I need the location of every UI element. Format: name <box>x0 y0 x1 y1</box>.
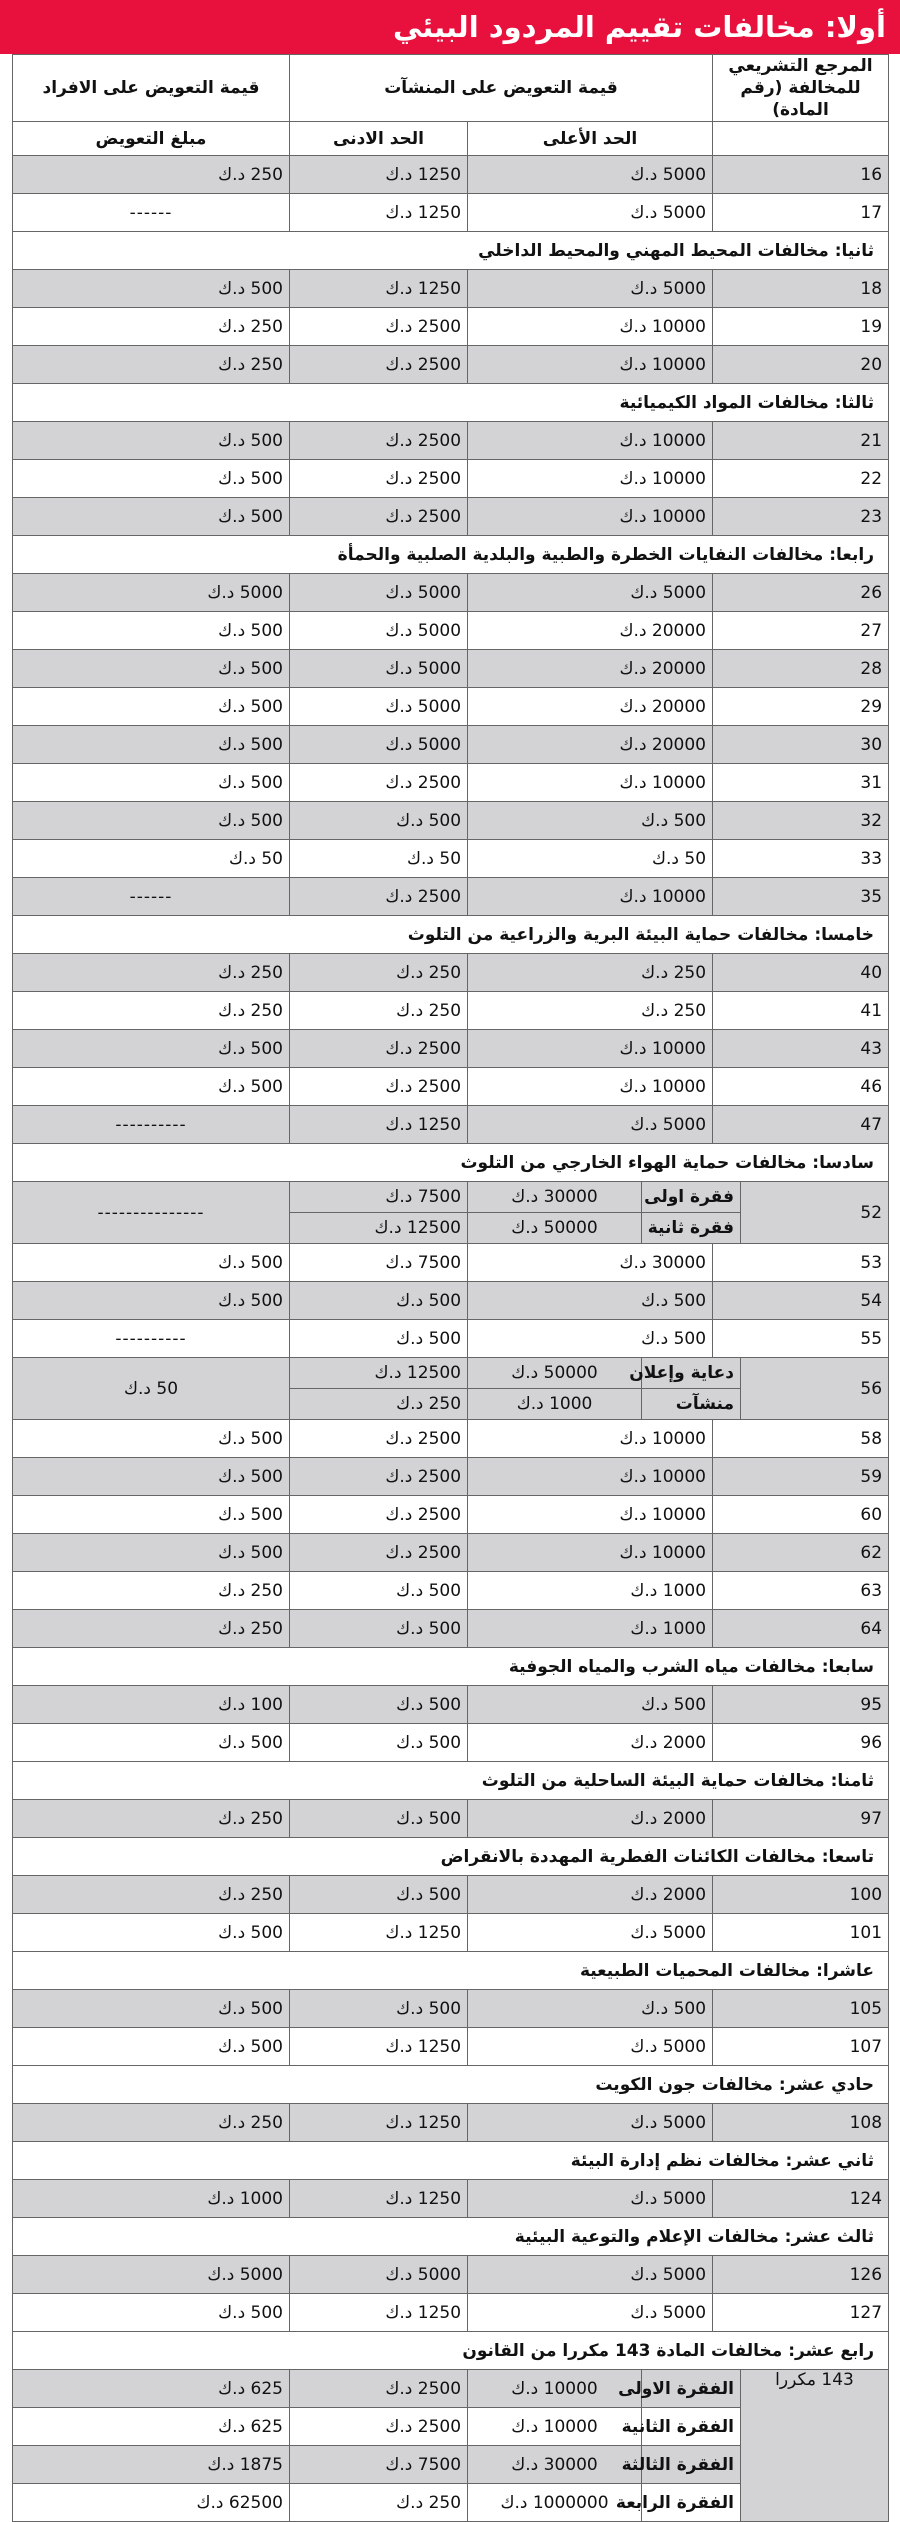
article-number: 26 <box>713 574 889 612</box>
article-number: 58 <box>713 1420 889 1458</box>
article-number: 56 <box>741 1358 889 1420</box>
min-value: 500 د.ك <box>290 1800 468 1838</box>
table-row <box>13 764 889 802</box>
section-heading-row <box>13 1838 889 1876</box>
individual-value: --------------- <box>13 1182 290 1244</box>
min-value: 5000 د.ك <box>290 612 468 650</box>
min-value: 250 د.ك <box>290 992 468 1030</box>
article-number: 105 <box>713 1990 889 2028</box>
individual-value: 500 د.ك <box>13 1724 290 1762</box>
individual-value: 250 د.ك <box>13 156 290 194</box>
min-value: 2500 د.ك <box>290 308 468 346</box>
article-number: 47 <box>713 1106 889 1144</box>
header-max: الحد الأعلى <box>468 122 713 156</box>
individual-value: 250 د.ك <box>13 1800 290 1838</box>
table-row <box>13 2256 889 2294</box>
max-value: 10000 د.ك <box>468 308 713 346</box>
table-row <box>13 574 889 612</box>
max-value: 50000 د.ك <box>468 1358 642 1389</box>
section-heading: رابع عشر: مخالفات المادة 143 مكررا من القانون <box>13 2332 889 2370</box>
article-number: 126 <box>713 2256 889 2294</box>
individual-value: 500 د.ك <box>13 1282 290 1320</box>
table-row <box>13 1282 889 1320</box>
max-value: 2000 د.ك <box>468 1800 713 1838</box>
table-row <box>13 650 889 688</box>
max-value: 30000 د.ك <box>468 1182 642 1213</box>
article-number: 127 <box>713 2294 889 2332</box>
article-number: 124 <box>713 2180 889 2218</box>
section-heading-row <box>13 1144 889 1182</box>
article-number: 107 <box>713 2028 889 2066</box>
section-heading: حادي عشر: مخالفات جون الكويت <box>13 2066 889 2104</box>
section-heading-row <box>13 2142 889 2180</box>
individual-value: 50 د.ك <box>13 840 290 878</box>
article-number: 108 <box>713 2104 889 2142</box>
table-row <box>13 1534 889 1572</box>
individual-value: 500 د.ك <box>13 726 290 764</box>
table-row <box>13 1320 889 1358</box>
article-number: 23 <box>713 498 889 536</box>
min-value: 2500 د.ك <box>290 1496 468 1534</box>
article-number: 32 <box>713 802 889 840</box>
individual-value: 250 د.ك <box>13 992 290 1030</box>
article-number: 21 <box>713 422 889 460</box>
article-number: 43 <box>713 1030 889 1068</box>
individual-value: 500 د.ك <box>13 1420 290 1458</box>
max-value: 5000 د.ك <box>468 1914 713 1952</box>
max-value: 500 د.ك <box>468 1686 713 1724</box>
min-value: 2500 د.ك <box>290 1458 468 1496</box>
min-value: 1250 د.ك <box>290 2028 468 2066</box>
table-row-split <box>13 1358 889 1389</box>
min-value: 5000 د.ك <box>290 650 468 688</box>
section-heading: خامسا: مخالفات حماية البيئة البرية والزراعية من التلوث <box>13 916 889 954</box>
page-title: أولا: مخالفات تقييم المردود البيئي <box>0 0 900 54</box>
table-row <box>13 802 889 840</box>
article-number: 28 <box>713 650 889 688</box>
table-row <box>13 954 889 992</box>
table-row <box>13 1686 889 1724</box>
table-row <box>13 1914 889 1952</box>
min-value: 1250 د.ك <box>290 270 468 308</box>
max-value: 500 د.ك <box>468 1282 713 1320</box>
subheader-article-blank <box>713 122 889 156</box>
max-value: 10000 د.ك <box>468 878 713 916</box>
table-row <box>13 2294 889 2332</box>
table-row <box>13 422 889 460</box>
article-number: 46 <box>713 1068 889 1106</box>
individual-value: ------ <box>13 194 290 232</box>
section-heading: ثانيا: مخالفات المحيط المهني والمحيط الداخلي <box>13 232 889 270</box>
min-value: 1250 د.ك <box>290 194 468 232</box>
min-value: 2500 د.ك <box>290 1420 468 1458</box>
min-value: 2500 د.ك <box>290 422 468 460</box>
individual-value: 500 د.ك <box>13 612 290 650</box>
header-establishments: قيمة التعويض على المنشآت <box>290 55 713 122</box>
table-body <box>13 55 889 2522</box>
article-number: 101 <box>713 1914 889 1952</box>
section-heading-row <box>13 1648 889 1686</box>
min-value: 5000 د.ك <box>290 688 468 726</box>
min-value: 5000 د.ك <box>290 574 468 612</box>
max-value: 5000 د.ك <box>468 2028 713 2066</box>
section-heading-row <box>13 2066 889 2104</box>
min-value: 2500 د.ك <box>290 764 468 802</box>
paragraph-label: الفقرة الثانية <box>642 2408 741 2446</box>
individual-value: 500 د.ك <box>13 1030 290 1068</box>
min-value: 2500 د.ك <box>290 878 468 916</box>
table-row <box>13 1420 889 1458</box>
max-value: 10000 د.ك <box>468 498 713 536</box>
min-value: 7500 د.ك <box>290 1182 468 1213</box>
article-number: 20 <box>713 346 889 384</box>
min-value: 1250 د.ك <box>290 2294 468 2332</box>
section-heading: سادسا: مخالفات حماية الهواء الخارجي من التلوث <box>13 1144 889 1182</box>
min-value: 500 د.ك <box>290 1572 468 1610</box>
individual-value: 500 د.ك <box>13 1496 290 1534</box>
article-number: 30 <box>713 726 889 764</box>
min-value: 50 د.ك <box>290 840 468 878</box>
table-row <box>13 1106 889 1144</box>
max-value: 10000 د.ك <box>468 1068 713 1106</box>
table-row <box>13 1572 889 1610</box>
individual-value: ---------- <box>13 1320 290 1358</box>
section-heading: سابعا: مخالفات مياه الشرب والمياه الجوفية <box>13 1648 889 1686</box>
section-heading-row <box>13 1952 889 1990</box>
table-row <box>13 156 889 194</box>
section-heading: عاشرا: مخالفات المحميات الطبيعية <box>13 1952 889 1990</box>
section-heading: ثامنا: مخالفات حماية البيئة الساحلية من التلوث <box>13 1762 889 1800</box>
article-number: 55 <box>713 1320 889 1358</box>
min-value: 12500 د.ك <box>290 1358 468 1389</box>
paragraph-label: فقرة اولى <box>642 1182 741 1213</box>
min-value: 500 د.ك <box>290 1724 468 1762</box>
table-row <box>13 460 889 498</box>
individual-value: ---------- <box>13 1106 290 1144</box>
max-value: 10000 د.ك <box>468 346 713 384</box>
individual-value: 500 د.ك <box>13 688 290 726</box>
min-value: 500 د.ك <box>290 1320 468 1358</box>
article-number: 53 <box>713 1244 889 1282</box>
max-value: 5000 د.ك <box>468 2180 713 2218</box>
table-row <box>13 688 889 726</box>
article-number: 100 <box>713 1876 889 1914</box>
individual-value: 250 د.ك <box>13 308 290 346</box>
article-number: 40 <box>713 954 889 992</box>
table-row <box>13 612 889 650</box>
min-value: 1250 د.ك <box>290 2180 468 2218</box>
individual-value: 500 د.ك <box>13 1990 290 2028</box>
table-row <box>13 498 889 536</box>
min-value: 250 د.ك <box>290 2484 468 2522</box>
min-value: 1250 د.ك <box>290 1914 468 1952</box>
individual-value: 500 د.ك <box>13 1244 290 1282</box>
max-value: 10000 د.ك <box>468 2370 642 2408</box>
min-value: 5000 د.ك <box>290 726 468 764</box>
section-heading-row <box>13 916 889 954</box>
min-value: 2500 د.ك <box>290 498 468 536</box>
article-number: 62 <box>713 1534 889 1572</box>
min-value: 7500 د.ك <box>290 2446 468 2484</box>
section-heading-row <box>13 2332 889 2370</box>
max-value: 50 د.ك <box>468 840 713 878</box>
individual-value: 500 د.ك <box>13 1534 290 1572</box>
subheader-row <box>13 122 889 156</box>
max-value: 20000 د.ك <box>468 612 713 650</box>
max-value: 10000 د.ك <box>468 2408 642 2446</box>
paragraph-label: فقرة ثانية <box>642 1213 741 1244</box>
individual-value: 500 د.ك <box>13 650 290 688</box>
article-number: 143 مكررا <box>741 2370 889 2522</box>
individual-value: 500 د.ك <box>13 422 290 460</box>
max-value: 5000 د.ك <box>468 270 713 308</box>
table-row <box>13 1244 889 1282</box>
individual-value: 1000 د.ك <box>13 2180 290 2218</box>
max-value: 10000 د.ك <box>468 1420 713 1458</box>
table-row <box>13 878 889 916</box>
individual-value: 250 د.ك <box>13 954 290 992</box>
table-row-split <box>13 1182 889 1213</box>
individual-value: 62500 د.ك <box>13 2484 290 2522</box>
section-heading-row <box>13 232 889 270</box>
article-number: 41 <box>713 992 889 1030</box>
max-value: 20000 د.ك <box>468 726 713 764</box>
individual-value: ------ <box>13 878 290 916</box>
table-row <box>13 1876 889 1914</box>
header-article: المرجع التشريعي للمخالفة (رقم المادة) <box>713 55 889 122</box>
max-value: 500 د.ك <box>468 1320 713 1358</box>
article-number: 52 <box>741 1182 889 1244</box>
max-value: 5000 د.ك <box>468 2294 713 2332</box>
individual-value: 500 د.ك <box>13 2294 290 2332</box>
min-value: 2500 د.ك <box>290 1030 468 1068</box>
max-value: 30000 د.ك <box>468 1244 713 1282</box>
table-row <box>13 2028 889 2066</box>
max-value: 5000 د.ك <box>468 1106 713 1144</box>
table-row <box>13 1458 889 1496</box>
article-number: 96 <box>713 1724 889 1762</box>
min-value: 5000 د.ك <box>290 2256 468 2294</box>
section-heading: رابعا: مخالفات النفايات الخطرة والطبية والبلدية الصلبية والحمأة <box>13 536 889 574</box>
article-number: 54 <box>713 1282 889 1320</box>
min-value: 250 د.ك <box>290 1389 468 1420</box>
max-value: 5000 د.ك <box>468 156 713 194</box>
table-row <box>13 1610 889 1648</box>
section-heading: ثالث عشر: مخالفات الإعلام والتوعية البيئية <box>13 2218 889 2256</box>
min-value: 2500 د.ك <box>290 2408 468 2446</box>
paragraph-label: الفقرة الثالثة <box>642 2446 741 2484</box>
individual-value: 500 د.ك <box>13 2028 290 2066</box>
min-value: 250 د.ك <box>290 954 468 992</box>
paragraph-label: دعاية وإعلان <box>642 1358 741 1389</box>
min-value: 2500 د.ك <box>290 346 468 384</box>
max-value: 5000 د.ك <box>468 2104 713 2142</box>
max-value: 50000 د.ك <box>468 1213 642 1244</box>
max-value: 20000 د.ك <box>468 688 713 726</box>
section-heading: ثالثا: مخالفات المواد الكيميائية <box>13 384 889 422</box>
table-row <box>13 308 889 346</box>
section-heading-row <box>13 1762 889 1800</box>
max-value: 5000 د.ك <box>468 2256 713 2294</box>
article-number: 17 <box>713 194 889 232</box>
min-value: 1250 د.ك <box>290 1106 468 1144</box>
individual-value: 250 د.ك <box>13 346 290 384</box>
max-value: 10000 د.ك <box>468 1496 713 1534</box>
section-heading: ثاني عشر: مخالفات نظم إدارة البيئة <box>13 2142 889 2180</box>
max-value: 20000 د.ك <box>468 650 713 688</box>
min-value: 7500 د.ك <box>290 1244 468 1282</box>
table-row <box>13 1800 889 1838</box>
article-number: 63 <box>713 1572 889 1610</box>
max-value: 1000 د.ك <box>468 1389 642 1420</box>
individual-value: 50 د.ك <box>13 1358 290 1420</box>
table-row <box>13 992 889 1030</box>
min-value: 500 د.ك <box>290 1282 468 1320</box>
table-row <box>13 840 889 878</box>
min-value: 500 د.ك <box>290 1686 468 1724</box>
individual-value: 500 د.ك <box>13 1914 290 1952</box>
paragraph-label: منشآت <box>642 1389 741 1420</box>
individual-value: 250 د.ك <box>13 1572 290 1610</box>
table-row <box>13 726 889 764</box>
individual-value: 5000 د.ك <box>13 574 290 612</box>
table-row <box>13 346 889 384</box>
article-number: 18 <box>713 270 889 308</box>
table-row <box>13 2104 889 2142</box>
max-value: 10000 د.ك <box>468 764 713 802</box>
compensation-table <box>12 54 889 2522</box>
individual-value: 250 د.ك <box>13 1610 290 1648</box>
individual-value: 250 د.ك <box>13 2104 290 2142</box>
min-value: 2500 د.ك <box>290 460 468 498</box>
max-value: 5000 د.ك <box>468 194 713 232</box>
section-heading-row <box>13 2218 889 2256</box>
max-value: 30000 د.ك <box>468 2446 642 2484</box>
article-number: 35 <box>713 878 889 916</box>
max-value: 2000 د.ك <box>468 1724 713 1762</box>
individual-value: 500 د.ك <box>13 270 290 308</box>
max-value: 250 د.ك <box>468 992 713 1030</box>
paragraph-label: الفقرة الاولى <box>642 2370 741 2408</box>
paragraph-label: الفقرة الرابعة <box>642 2484 741 2522</box>
min-value: 2500 د.ك <box>290 2370 468 2408</box>
table-row <box>13 194 889 232</box>
article-number: 60 <box>713 1496 889 1534</box>
max-value: 10000 د.ك <box>468 460 713 498</box>
table-row <box>13 1990 889 2028</box>
table-row <box>13 270 889 308</box>
section-heading-row <box>13 536 889 574</box>
article-number: 33 <box>713 840 889 878</box>
max-value: 10000 د.ك <box>468 1534 713 1572</box>
min-value: 1250 د.ك <box>290 2104 468 2142</box>
table-row <box>13 1068 889 1106</box>
section-heading-row <box>13 384 889 422</box>
min-value: 500 د.ك <box>290 1990 468 2028</box>
individual-value: 500 د.ك <box>13 1458 290 1496</box>
header-amount: مبلغ التعويض <box>13 122 290 156</box>
header-min: الحد الادنى <box>290 122 468 156</box>
individual-value: 500 د.ك <box>13 1068 290 1106</box>
max-value: 5000 د.ك <box>468 574 713 612</box>
max-value: 10000 د.ك <box>468 1030 713 1068</box>
individual-value: 625 د.ك <box>13 2370 290 2408</box>
individual-value: 500 د.ك <box>13 764 290 802</box>
max-value: 2000 د.ك <box>468 1876 713 1914</box>
min-value: 500 د.ك <box>290 1610 468 1648</box>
min-value: 2500 د.ك <box>290 1534 468 1572</box>
min-value: 500 د.ك <box>290 1876 468 1914</box>
individual-value: 625 د.ك <box>13 2408 290 2446</box>
max-value: 500 د.ك <box>468 802 713 840</box>
article-number: 64 <box>713 1610 889 1648</box>
article-number: 97 <box>713 1800 889 1838</box>
article-number: 31 <box>713 764 889 802</box>
article-number: 16 <box>713 156 889 194</box>
min-value: 1250 د.ك <box>290 156 468 194</box>
header-individuals: قيمة التعويض على الافراد <box>13 55 290 122</box>
individual-value: 1875 د.ك <box>13 2446 290 2484</box>
table-row <box>13 1030 889 1068</box>
individual-value: 5000 د.ك <box>13 2256 290 2294</box>
article-number: 95 <box>713 1686 889 1724</box>
min-value: 2500 د.ك <box>290 1068 468 1106</box>
max-value: 1000 د.ك <box>468 1572 713 1610</box>
individual-value: 100 د.ك <box>13 1686 290 1724</box>
min-value: 12500 د.ك <box>290 1213 468 1244</box>
max-value: 10000 د.ك <box>468 422 713 460</box>
article-number: 29 <box>713 688 889 726</box>
table-row <box>13 1724 889 1762</box>
table-row <box>13 2370 889 2408</box>
max-value: 1000 د.ك <box>468 1610 713 1648</box>
article-number: 27 <box>713 612 889 650</box>
individual-value: 500 د.ك <box>13 498 290 536</box>
header-row <box>13 55 889 122</box>
table-row <box>13 2180 889 2218</box>
max-value: 10000 د.ك <box>468 1458 713 1496</box>
max-value: 1000000 د.ك <box>468 2484 642 2522</box>
min-value: 500 د.ك <box>290 802 468 840</box>
individual-value: 500 د.ك <box>13 460 290 498</box>
table-row <box>13 1496 889 1534</box>
article-number: 59 <box>713 1458 889 1496</box>
max-value: 500 د.ك <box>468 1990 713 2028</box>
individual-value: 500 د.ك <box>13 802 290 840</box>
article-number: 19 <box>713 308 889 346</box>
individual-value: 250 د.ك <box>13 1876 290 1914</box>
max-value: 250 د.ك <box>468 954 713 992</box>
article-number: 22 <box>713 460 889 498</box>
section-heading: تاسعا: مخالفات الكائنات الفطرية المهددة بالانقراض <box>13 1838 889 1876</box>
